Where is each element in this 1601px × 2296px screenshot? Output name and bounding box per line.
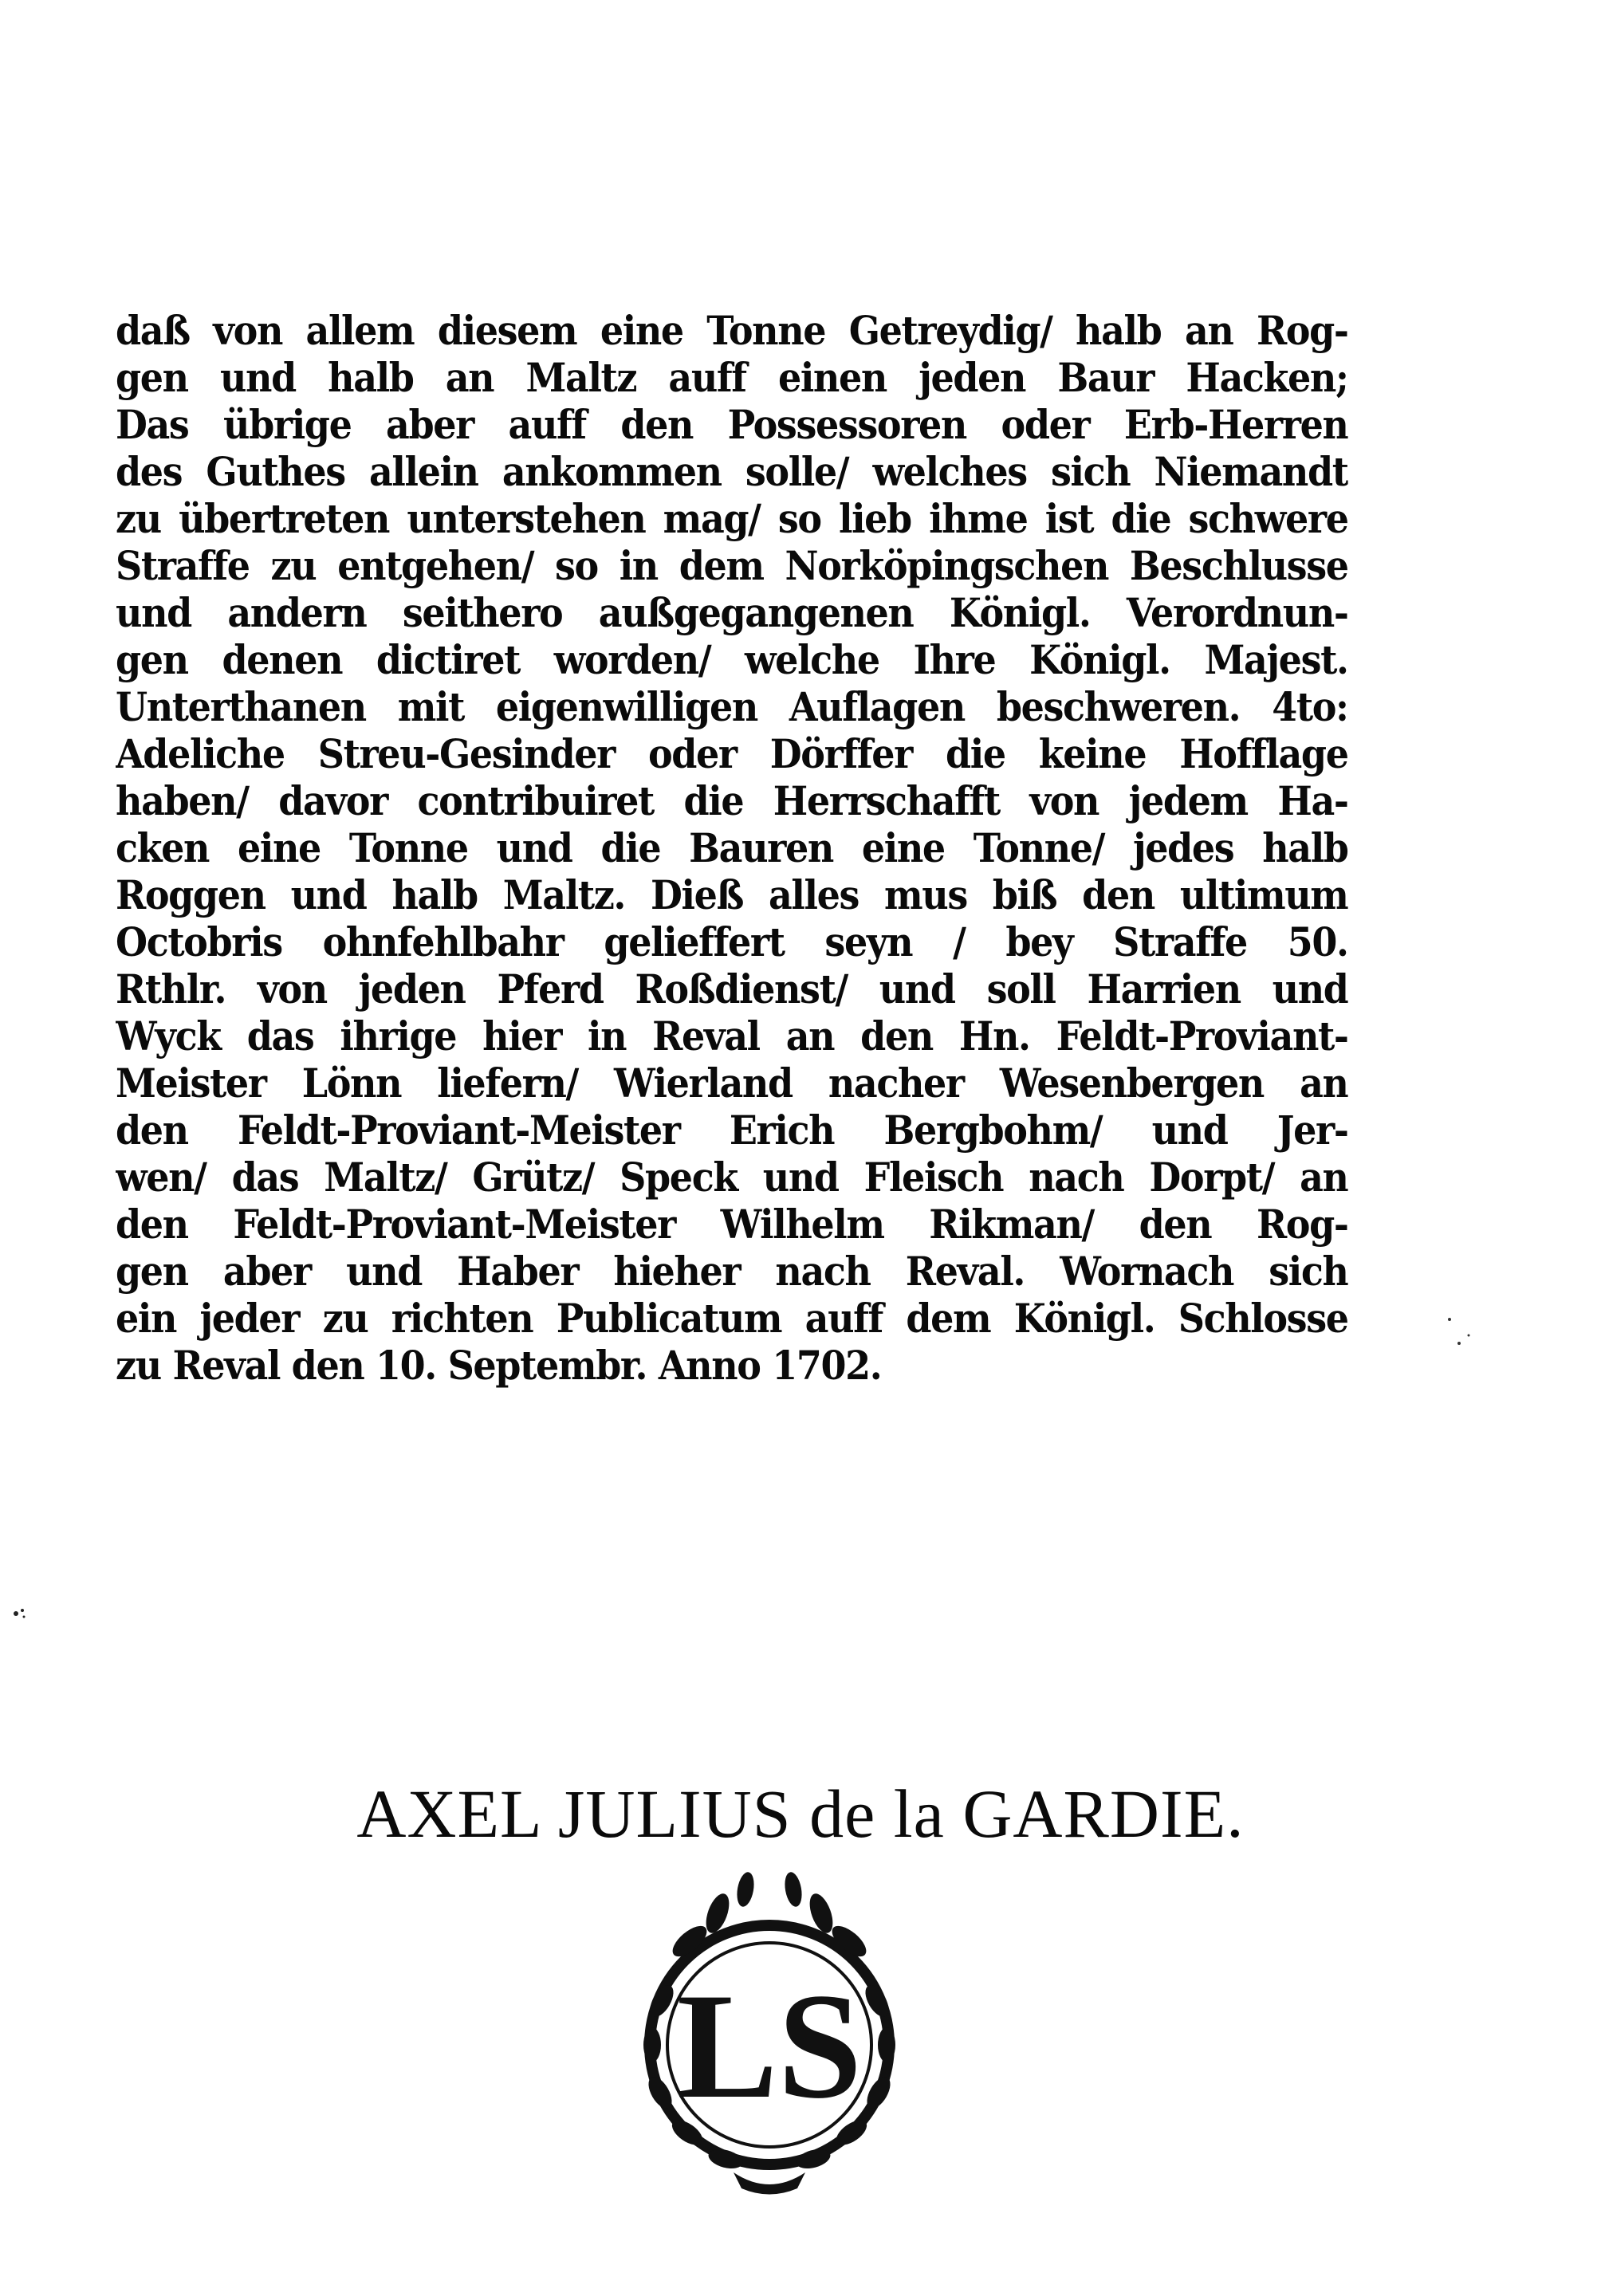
ink-speck bbox=[8, 1602, 32, 1626]
text-line: cken eine Tonne und die Bauren eine Tonne/ jedes halb bbox=[116, 824, 1348, 871]
seal-monogram: LS bbox=[676, 1963, 863, 2130]
text-line: Adeliche Streu-Gesinder oder Dörffer die keine Hofflage bbox=[116, 730, 1348, 777]
text-line: Unterthanen mit eigenwilligen Auflagen beschweren. 4to: bbox=[116, 683, 1348, 730]
text-line: zu Reval den 10. Septembr. Anno 1702. bbox=[116, 1342, 882, 1389]
text-line: den Feldt-Proviant-Meister Erich Bergbohm/ und Jer- bbox=[116, 1107, 1348, 1154]
text-line: haben/ davor contribuiret die Herrschafft von jedem Ha- bbox=[116, 777, 1348, 824]
decree-text bbox=[116, 307, 1347, 1389]
text-line: daß von allem diesem eine Tonne Getreydig/ halb an Rog- bbox=[116, 307, 1348, 354]
text-line: Das übrige aber auff den Possessoren oder Erb-Herren bbox=[116, 401, 1348, 448]
text-line: wen/ das Maltz/ Grütz/ Speck und Fleisch nach Dorpt/ an bbox=[116, 1154, 1348, 1201]
text-line: Meister Lönn liefern/ Wierland nacher Wesenbergen an bbox=[116, 1060, 1348, 1107]
text-line: und andern seithero außgegangenen Königl. Verordnun- bbox=[116, 589, 1348, 636]
text-line: Wyck das ihrige hier in Reval an den Hn. Feldt-Proviant- bbox=[116, 1012, 1348, 1060]
text-line: des Guthes allein ankommen solle/ welches sich Niemandt bbox=[116, 448, 1348, 495]
text-line: gen denen dictiret worden/ welche Ihre Königl. Majest. bbox=[116, 636, 1348, 683]
text-line: gen und halb an Maltz auff einen jeden Baur Hacken; bbox=[116, 354, 1348, 401]
text-line: den Feldt-Proviant-Meister Wilhelm Rikman/ den Rog- bbox=[116, 1201, 1348, 1248]
ink-speck bbox=[1443, 1311, 1475, 1359]
seal-wreath-icon bbox=[614, 1866, 925, 2200]
text-line: ein jeder zu richten Publicatum auff dem Königl. Schlosse bbox=[116, 1295, 1348, 1342]
text-line: Octobris ohnfehlbahr gelieffert seyn / bey Straffe 50. bbox=[116, 918, 1348, 965]
text-line: Roggen und halb Maltz. Dieß alles mus biß den ultimum bbox=[116, 871, 1348, 918]
text-line: zu übertreten unterstehen mag/ so lieb ihme ist die schwere bbox=[116, 495, 1348, 542]
signature: AXEL JULIUS de la GARDIE. bbox=[356, 1775, 1245, 1852]
text-line: gen aber und Haber hieher nach Reval. Wornach sich bbox=[116, 1248, 1348, 1295]
text-line: Rthlr. von jeden Pferd Roßdienst/ und soll Harrien und bbox=[116, 965, 1348, 1012]
text-line: Straffe zu entgehen/ so in dem Norköpingschen Beschlusse bbox=[116, 542, 1348, 589]
